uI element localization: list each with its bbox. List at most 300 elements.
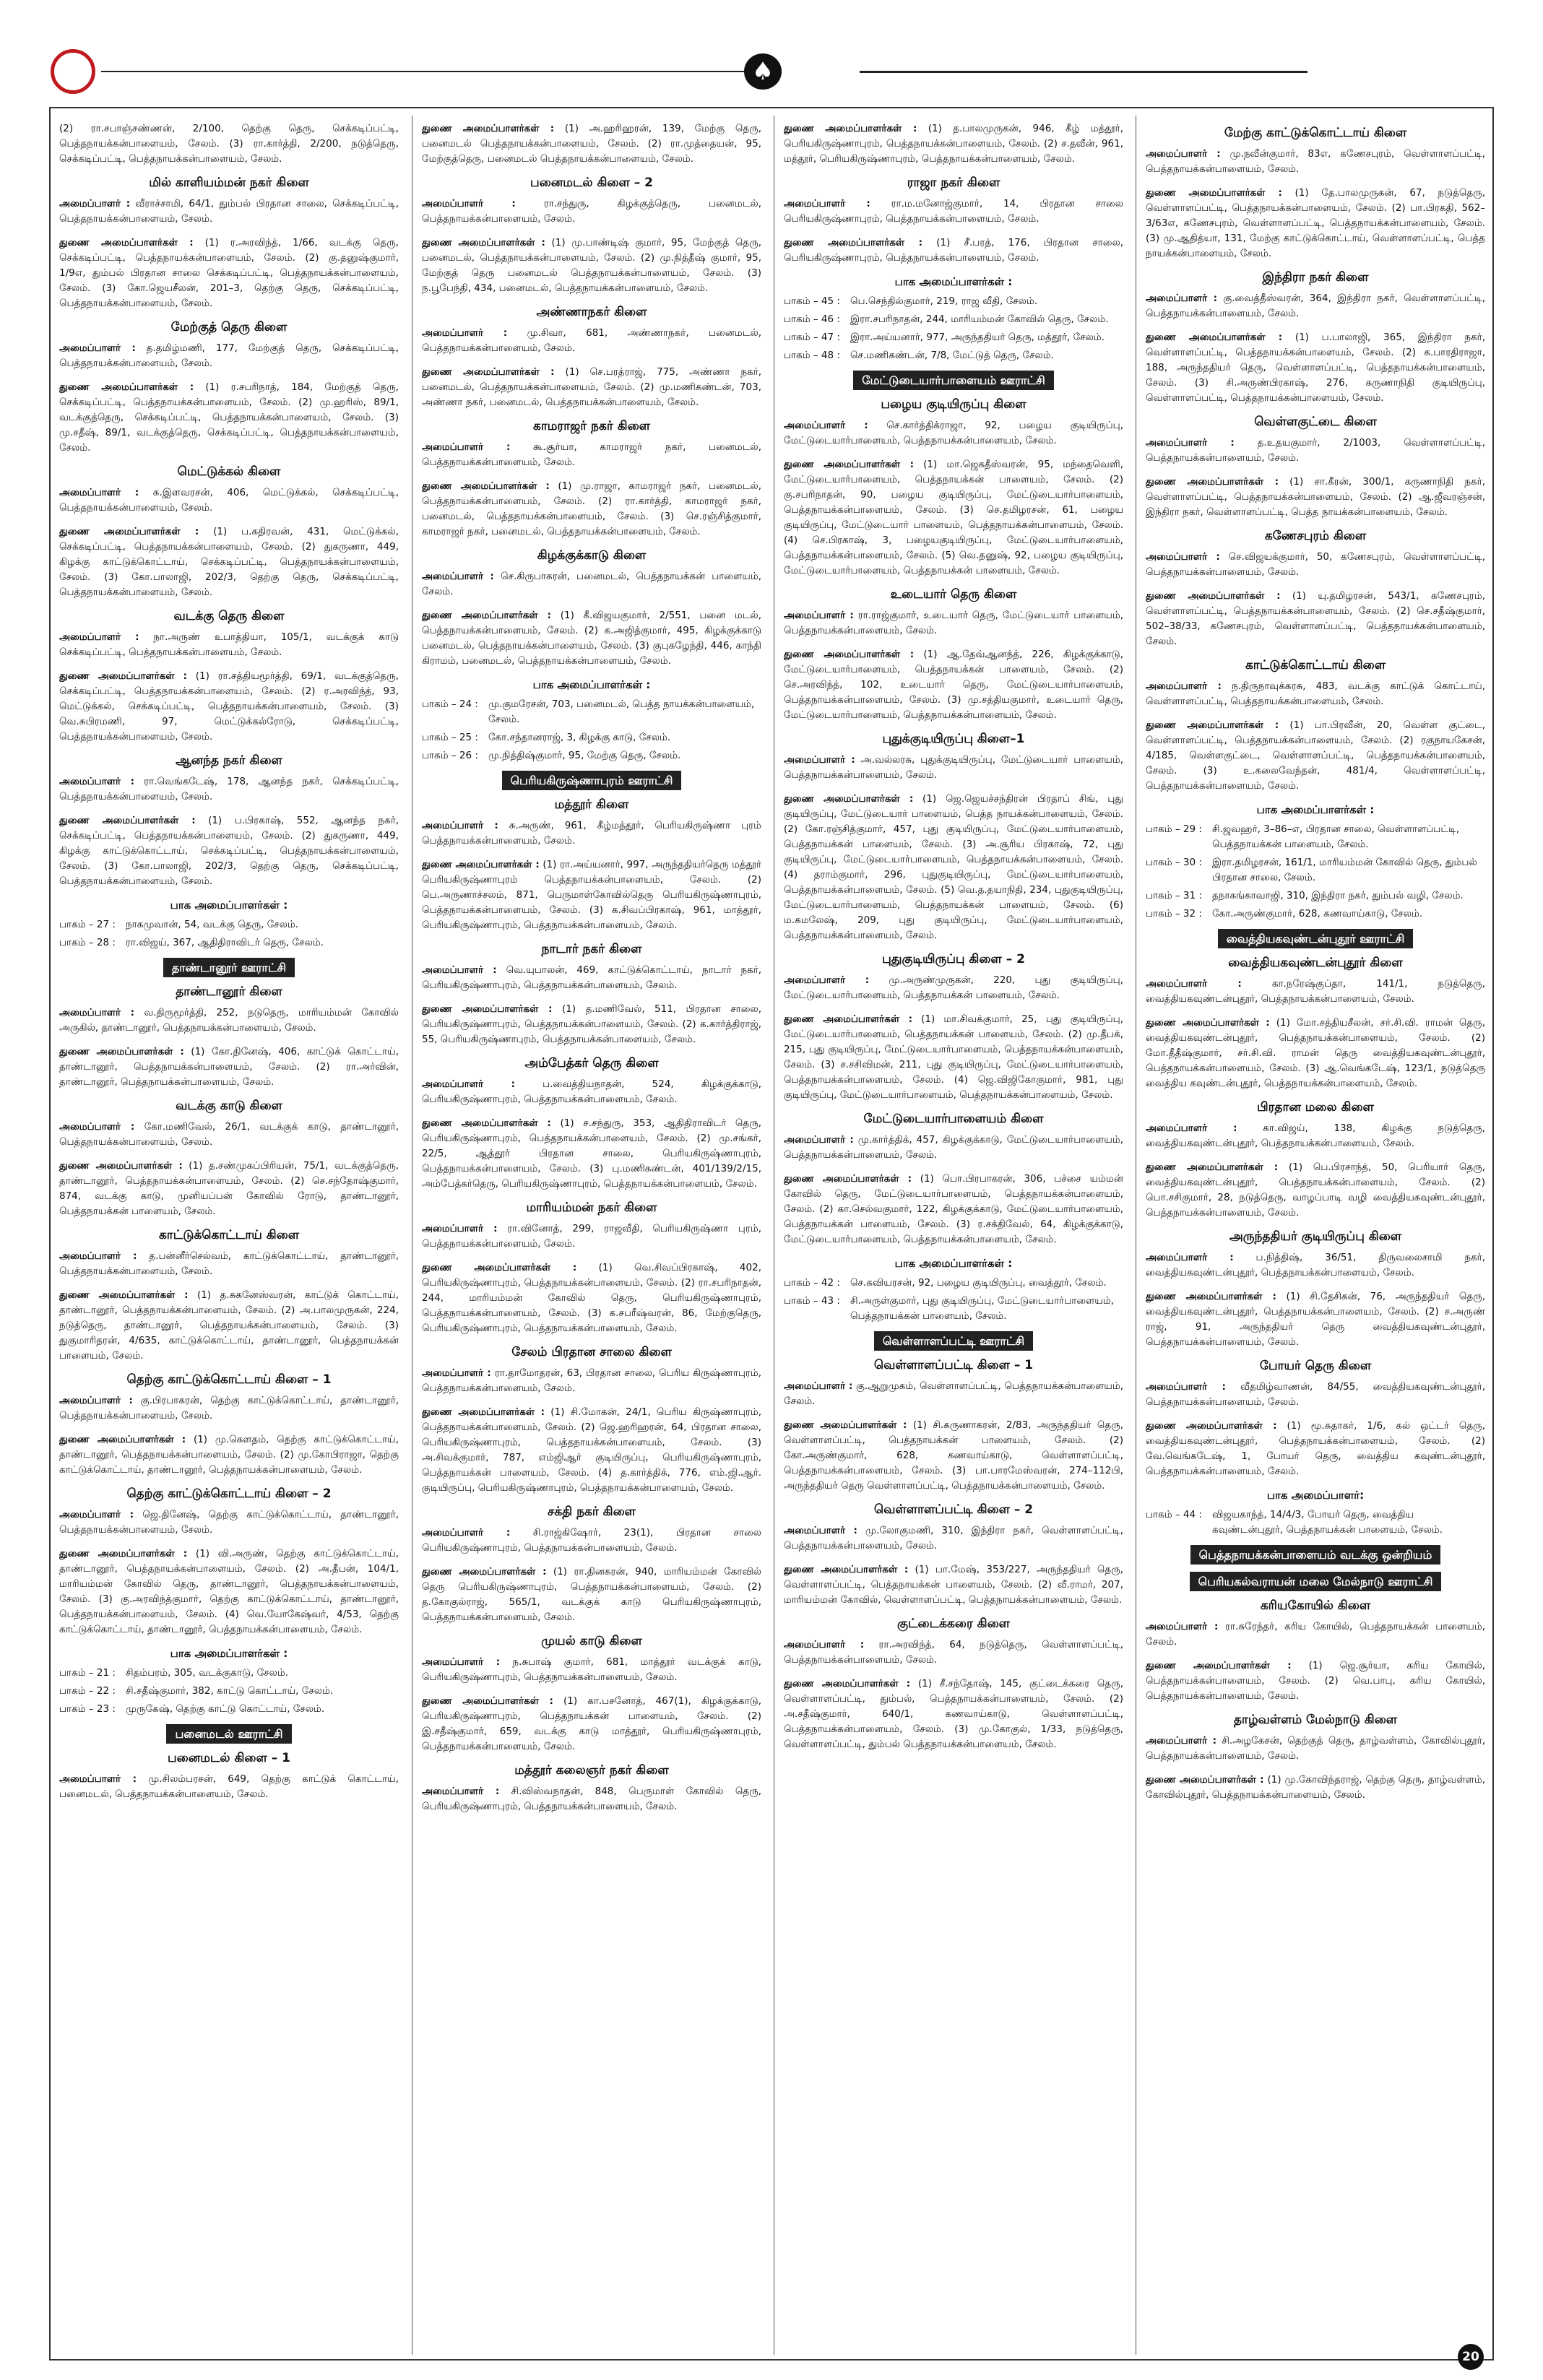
role-label: அமைப்பாளர் :	[422, 1527, 511, 1539]
role-label: அமைப்பாளர் :	[1146, 1122, 1237, 1134]
entry-text: சி.விஸ்வநாதன், 848, பெருமாள் கோவில் தெரு, பெரியகிருஷ்ணாபுரம், பெத்தநாயக்கன்பாளையம், சேலம்.	[422, 1786, 761, 1812]
role-label: துணை அமைப்பாளர்கள் :	[422, 366, 555, 378]
role-label: அமைப்பாளர் :	[59, 1121, 135, 1133]
entry-text: (1) மோ.சத்தியசீலன், சர்.சி.வி. ராமன் தெரு, வைத்தியகவுண்டன்புதூர், பெத்தநாயக்கன்பாளையம், சேலம். (2) மோ.தீதீஷ்குமார், சர்.சி.வி. ராமன் தெரு வைத்தியகவுண்டன்புதூர், பெத்தநாயக்கன்பாளையம், சேலம். (3) ஆ.வெங்கடேஷ், 123/1, நடுத்தெரு வைத்திய கவுண்டன்புதூர், பெத்தநாயக்கன்பாளையம், சேலம்.	[1146, 1017, 1485, 1089]
entry-paragraph	[59, 1159, 399, 1219]
role-label: அமைப்பாளர் :	[422, 1786, 500, 1797]
entry-text: வீராச்சாமி, 64/1, தும்பல் பிரதான சாலை, செக்கடிப்பட்டி, பெத்தநாயக்கன்பாளையம், சேலம்.	[59, 198, 399, 225]
ward-organisers-heading: பாக அமைப்பாளர்கள் :	[170, 1647, 288, 1660]
role-label: அமைப்பாளர் :	[59, 776, 134, 787]
ward-organisers-heading: பாக அமைப்பாளர்கள் :	[894, 275, 1013, 288]
ward-row	[784, 348, 1123, 363]
role-label: துணை அமைப்பாளர்கள் :	[784, 1419, 907, 1431]
branch-heading: தாண்டானூர் கிளை	[176, 985, 282, 999]
ward-row	[784, 312, 1123, 327]
entry-paragraph	[784, 1676, 1123, 1752]
entry-paragraph	[784, 457, 1123, 579]
ward-organiser: இரா.அய்யனார், 977, அருந்ததியர் தெரு, மத்தூர், சேலம்.	[850, 332, 1105, 343]
entry-paragraph	[1146, 679, 1485, 709]
entry-paragraph	[422, 1565, 761, 1625]
role-label: துணை அமைப்பாளர்கள் :	[422, 859, 540, 870]
ward-number: பாகம் – 44 :	[1146, 1509, 1202, 1520]
entry-paragraph	[59, 196, 399, 227]
entry-paragraph	[1146, 1160, 1485, 1221]
branch-heading: வடக்கு தெரு கிளை	[173, 609, 285, 623]
role-label: அமைப்பாளர் :	[784, 1380, 853, 1392]
role-label: அமைப்பாளர் :	[784, 974, 870, 986]
entry-text: ரா.ராஜ்குமார், உடையார் தெரு, மேட்டுடையார் பாளையம், பெத்தநாயக்கன்பாளையம், சேலம்.	[784, 610, 1123, 636]
branch-heading: ஆனந்த நகர் கிளை	[176, 753, 282, 768]
ward-organiser: இரா.தமிழரசன், 161/1, மாரியம்மன் கோவில் தெரு, தும்பல் பிரதான சாலை, சேலம்.	[1212, 857, 1477, 883]
entry-text: (1) ஜெ.சூர்யா, கரிய கோயில், பெத்தநாயக்கன்பாளையம், சேலம். (2) வெ.பாபு, கரிய கோயில், பெத்தநாயக்கன்பாளையம், சேலம்.	[1146, 1660, 1485, 1702]
entry-text: (1) ப.கதிரவன், 431, மெட்டுக்கல், செக்கடிப்பட்டி, பெத்தநாயக்கன்பாளையம், சேலம். (2) துகருணா, 449, கிழக்கு காட்டுக்கொட்டாய், செக்கடிப்பட்டி, பெத்தநாயக்கன்பாளையம், சேலம். (3) கோ.பாலாஜி, 202/3, தெற்கு தெரு, செக்கடிப்பட்டி, பெத்தநாயக்கன்பாளையம், சேலம்.	[59, 526, 399, 598]
role-label: துணை அமைப்பாளர்கள் :	[1146, 332, 1283, 343]
role-label: அமைப்பாளர் :	[1146, 978, 1242, 990]
page-header	[51, 43, 1488, 101]
entry-paragraph	[59, 380, 399, 456]
ward-number: பாகம் – 32 :	[1146, 908, 1202, 919]
entry-paragraph	[422, 1077, 761, 1107]
entry-text: (1) வி.அருண், தெற்கு காட்டுக்கொட்டாய், தாண்டானூர், பெத்தநாயக்கன்பாளையம், சேலம். (2) அ.தீபன், 104/1, மாரியம்மன் கோவில் தெரு, தாண்டானூர், பெத்தநாயக்கன்பாளையம், சேலம். (3) கு.அரவிந்த்குமார், தெற்கு காட்டுக்கொட்டாய், தாண்டானூர், பெத்தநாயக்கன்பாளையம், சேலம். (4) வெ.யோகேஷ்வர், 4/53, தெற்கு காட்டுக்கொட்டாய், தாண்டானூர், பெத்தநாயக்கன்பாளையம், சேலம்.	[59, 1548, 399, 1635]
entry-paragraph	[422, 196, 761, 227]
entry-text: கா.விஜய், 138, கிழக்கு நடுத்தெரு, வைத்தியகவுண்டன்புதூர், பெத்தநாயக்கன்பாளையம், சேலம்.	[1146, 1122, 1485, 1149]
entry-paragraph	[422, 1694, 761, 1754]
role-label: அமைப்பாளர் :	[422, 1078, 515, 1090]
branch-heading: வைத்தியகவுண்டன்புதூர் கிளை	[1228, 956, 1403, 970]
entry-paragraph	[59, 1772, 399, 1802]
entry-text: அ.வல்லரசு, புதுக்குடியிருப்பு, மேட்டுடையார் பாளையம், பெத்தநாயக்கன்பாளையம், சேலம்.	[784, 754, 1123, 781]
entry-text: (1) மு.பாண்டிஷ் குமார், 95, மேற்குத் தெரு, பனைமடல், பெத்தநாயக்கன்பாளையம், சேலம். (2) மு.நித்தீஷ் குமார், 95, மேற்குத் தெரு பனைமடல் பெத்தநாயக்கன்பாளையம், சேலம். (3) ந.பூபேந்தி, 434, பனைமடல், பெத்தநாயக்கன்பாளையம், சேலம்.	[422, 237, 761, 294]
entry-text: கூ.சூர்யா, காமராஜர் நகர், பனைமடல், பெத்தநாயக்கன்பாளையம், சேலம்.	[422, 441, 761, 468]
branch-heading: மில் காளியம்மன் நகர் கிளை	[149, 176, 309, 190]
ward-organiser: இரா.சபரிநாதன், 244, மாரியம்மன் கோவில் தெரு, சேலம்.	[850, 313, 1109, 325]
entry-paragraph	[1146, 1250, 1485, 1281]
panchayat-banner: மேட்டுடையார்பாளையம் ஊராட்சி	[853, 371, 1054, 390]
ward-number: பாகம் – 46 :	[784, 313, 840, 325]
entry-paragraph	[784, 608, 1123, 639]
entry-text: ரா.சந்துரு, கிழக்குத்தெரு, பனைமடல், பெத்தநாயக்கன்பாளையம், சேலம்.	[422, 198, 761, 225]
entry-text: கு.ஆறுமுகம், வெள்ளாளப்பட்டி, பெத்தநாயக்கன்பாளையம், சேலம்.	[784, 1380, 1123, 1407]
ward-row	[784, 294, 1123, 309]
role-label: துணை அமைப்பாளர்கள் :	[59, 1434, 186, 1445]
branch-heading: மத்தூர் கலைஞர் நகர் கிளை	[514, 1763, 669, 1778]
branch-heading: பனைமடல் கிளை – 2	[530, 176, 653, 190]
entry-paragraph	[784, 1133, 1123, 1163]
entry-paragraph	[59, 1393, 399, 1424]
role-label: அமைப்பாளர் :	[59, 1773, 137, 1785]
ward-row	[59, 1684, 399, 1699]
role-label: துணை அமைப்பாளர்கள் :	[1146, 1291, 1276, 1302]
entry-paragraph	[422, 963, 761, 993]
role-label: துணை அமைப்பாளர்கள் :	[59, 1160, 183, 1172]
role-label: துணை அமைப்பாளர்கள் :	[784, 1678, 911, 1689]
entry-paragraph	[422, 440, 761, 470]
entry-text: (1) மு.கோவிந்தராஜ், தெற்கு தெரு, தாழ்வள்ளம், கோவில்புதூர், பெத்தநாயக்கன்பாளையம், சேலம்.	[1146, 1774, 1485, 1801]
entry-paragraph	[1146, 291, 1485, 321]
ward-row	[1146, 822, 1485, 852]
header-rule-right	[860, 71, 1308, 73]
ward-row	[59, 935, 399, 951]
role-label: துணை அமைப்பாளர்கள் :	[422, 1566, 547, 1578]
role-label: துணை அமைப்பாளர்கள் :	[1146, 187, 1282, 199]
branch-heading: வெள்ளகுட்டை கிளை	[1254, 415, 1377, 429]
entry-paragraph	[59, 235, 399, 311]
entry-paragraph	[422, 1655, 761, 1685]
entry-text: த.பன்னீர்செல்வம், காட்டுக்கொட்டாய், தாண்டானூர், பெத்தநாயக்கன்பாளையம், சேலம்.	[59, 1250, 399, 1277]
entry-text: கா.நரேஷ்குப்தா, 141/1, நடுத்தெரு, வைத்தியகவுண்டன்புதூர், பெத்தநாயக்கன்பாளையம், சேலம்.	[1146, 978, 1485, 1005]
role-label: அமைப்பாளர் :	[422, 1223, 498, 1234]
entry-paragraph	[59, 630, 399, 660]
panchayat-banner: வைத்தியகவுண்டன்புதூர் ஊராட்சி	[1218, 929, 1414, 948]
entry-text: த.தமிழ்மணி, 177, மேற்குத் தெரு, செக்கடிப்பட்டி, பெத்தநாயக்கன்பாளையம், சேலம்.	[59, 342, 399, 369]
branch-heading: பழைய குடியிருப்பு கிளை	[881, 397, 1026, 412]
panchayat-banner: பெரியகிருஷ்ணாபுரம் ஊராட்சி	[502, 771, 682, 790]
entry-paragraph	[59, 524, 399, 600]
ward-organisers-heading: பாக அமைப்பாளர்கள் :	[170, 899, 288, 912]
entry-text: வ.திருமூர்த்தி, 252, நடுதெரு, மாரியம்மன் கோவில் அருகில், தாண்டானூர், பெத்தநாயக்கன்பாளையம், சேலம்.	[59, 1007, 399, 1034]
role-label: துணை அமைப்பாளர்கள் :	[784, 237, 923, 248]
role-label: அமைப்பாளர் :	[1146, 437, 1235, 449]
ward-organisers-heading: பாக அமைப்பாளர்கள் :	[894, 1257, 1013, 1270]
role-label: துணை அமைப்பாளர்கள் :	[59, 1548, 188, 1559]
entry-paragraph	[784, 1637, 1123, 1668]
branch-heading: தெற்கு காட்டுக்கொட்டாய் கிளை – 2	[126, 1487, 332, 1501]
ward-organiser: செ.கவியரசன், 92, பழைய குடியிருப்பு, வைத்தூர், சேலம்.	[850, 1277, 1107, 1289]
ward-number: பாகம் – 23 :	[59, 1703, 116, 1715]
branch-heading: வடக்கு காடு கிளை	[176, 1099, 282, 1113]
branch-heading: வெள்ளாளப்பட்டி கிளை – 2	[873, 1502, 1034, 1517]
role-label: துணை அமைப்பாளர்கள் :	[422, 1117, 551, 1129]
entry-paragraph	[59, 1249, 399, 1279]
entry-text: (1) த.சண்முகப்பிரியன், 75/1, வடக்குத்தெரு, தாண்டானூர், பெத்தநாயக்கன்பாளையம், சேலம். (2) செ.சந்தோஷ்குமார், 874, வடக்கு காடு, முனியப்பன் கோவில் ரோடு, தாண்டானூர், பெத்தநாயக்கன் பாளையம், சேலம்.	[59, 1160, 399, 1217]
entry-paragraph	[422, 569, 761, 600]
role-label: அமைப்பாளர் :	[422, 1367, 491, 1379]
role-label: அமைப்பாளர் :	[59, 487, 139, 498]
role-label: அமைப்பாளர் :	[784, 1134, 854, 1146]
role-label: துணை அமைப்பாளர்கள் :	[784, 123, 917, 134]
branch-heading: புதுகுடியிருப்பு கிளை – 2	[882, 952, 1025, 966]
role-label: துணை அமைப்பாளர்கள் :	[59, 526, 199, 537]
entry-text: (1) மா.சிவக்குமார், 25, புது குடியிருப்பு, மேட்டுடையார்பாளையம், பெத்தநாயக்கன் பாளையம், சேலம். (2) மு.தீபக், 215, புது குடியிருப்பு, மேட்டுடையார்பாளையம், பெத்தநாயக்கன்பாளையம், சேலம். (3) ச.சசிவிமன், 211, புது குடியிருப்பு, மேட்டுடையார்பாளையம், பெத்தநாயக்கன்பாளையம், சேலம். (4) ஜெ.விஜிகோகுமார், 981, புது குடியிருப்பு, மேட்டுடையார்பாளையம், பெத்தநாயக்கன்பாளையம், சேலம்.	[784, 1013, 1123, 1101]
entry-text: வீதமிழ்வாணன், 84/55, வைத்தியகவுண்டன்புதூர், பெத்தநாயக்கன்பாளையம், சேலம்.	[1146, 1381, 1485, 1408]
entry-text: சி.அழகேசன், தெற்குத் தெரு, தாழ்வள்ளம், கோவில்புதூர், பெத்தநாயக்கன்பாளையம், சேலம்.	[1146, 1735, 1485, 1762]
ward-number: பாகம் – 48 :	[784, 350, 840, 361]
entry-paragraph	[59, 669, 399, 745]
entry-paragraph	[784, 418, 1123, 449]
entry-text: (1) கோ.தினேஷ், 406, காட்டுக் கொட்டாய், தாண்டானூர், பெத்தநாயக்கன்பாளையம், சேலம். (2) ரா.அர்வின், தாண்டானூர், பெத்தநாயக்கன்பாளையம், சேலம்.	[59, 1046, 399, 1088]
entry-text: கோ.மணிவேல், 26/1, வடக்குக் காடு, தாண்டானூர், பெத்தநாயக்கன்பாளையம், சேலம்.	[59, 1121, 399, 1148]
panchayat-banner: பனைமடல் ஊராட்சி	[166, 1724, 291, 1744]
entry-text: (1) ப.பிரகாஷ், 552, ஆனந்த நகர், செக்கடிப்பட்டி, பெத்தநாயக்கன்பாளையம், சேலம். (2) துகருணா, 449, கிழக்கு காட்டுக்கொட்டாய், செக்கடிப்பட்டி, பெத்தநாயக்கன்பாளையம், சேலம். (3) கோ.பாலாஜி, 202/3, தெற்கு தெரு, செக்கடிப்பட்டி, பெத்தநாயக்கன்பாளையம், சேலம்.	[59, 815, 399, 887]
entry-text: (1) மு.ராஜா, காமராஜர் நகர், பனைமடல், பெத்தநாயக்கன்பாளையம், சேலம். (2) ரா.கார்த்தி, காமராஜர் நகர், பனைமடல், பெத்தநாயக்கன்பாளையம், சேலம். (3) செ.ரஞ்சித்குமார், காமராஜர் நகர், பனைமடல், பெத்தநாயக்கன்பாளையம், சேலம்.	[422, 480, 761, 537]
entry-text: (1) மூ.சுதாகர், 1/6, கல் ஒட்டர் தெரு, வைத்தியகவுண்டன்புதூர், பெத்தநாயக்கன்பாளையம், சேலம். (2) வே.வெங்கடேஷ், 1, போயர் தெரு, வைத்திய கவுண்டன்புதூர், பெத்தநாயக்கன்பாளையம், சேலம்.	[1146, 1420, 1485, 1477]
entry-paragraph	[784, 753, 1123, 783]
role-label: அமைப்பாளர் :	[784, 420, 868, 431]
entry-text: (1) சி.மோகன், 24/1, பெரிய கிருஷ்ணாபுரம், பெத்தநாயக்கன்பாளையம், சேலம். (2) ஜெ.ஹரிஹரன், 64, பிரதான சாலை, பெரியகிருஷ்ணாபுரம், பெத்தநாயக்கன்பாளையம், சேலம். (3) அ.சிவக்குமார், 787, எம்ஜிஆர் குடியிருப்பு, பெரியகிருஷ்ணாபுரம், பெத்தநாயக்கன் பாளையம், சேலம். (4) த.கார்த்திக், 776, எம்.ஜி.ஆர். குடியிருப்பு, பெரியகிருஷ்ணாபுரம், பெத்தநாயக்கன்பாளையம், சேலம்.	[422, 1406, 761, 1494]
branch-heading: அம்பேத்கர் தெரு கிளை	[524, 1056, 659, 1070]
entry-paragraph	[1146, 147, 1485, 177]
role-label: அமைப்பாளர் :	[1146, 1735, 1217, 1747]
role-label: அமைப்பாளர் :	[59, 198, 131, 209]
ward-number: பாகம் – 25 :	[422, 732, 478, 743]
entry-text: சு.இளவரசன், 406, மெட்டுக்கல், செக்கடிப்பட்டி, பெத்தநாயக்கன்பாளையம், சேலம்.	[59, 487, 399, 514]
entry-text: சு.அருண், 961, கீழ்மத்தூர், பெரியகிருஷ்ணா புரம் பெத்தநாயக்கன்பாளையம், சேலம்.	[422, 820, 761, 847]
entry-text: ந.திருநாவுக்கரசு, 483, வடக்கு காட்டுக் கொட்டாய், வெள்ளாளப்பட்டி, பெத்தநாயக்கன்பாளையம், சேலம்.	[1146, 680, 1485, 707]
ward-row	[422, 748, 761, 763]
entry-paragraph	[1146, 718, 1485, 794]
entry-text: (2) ரா.சபாஞ்சண்ணன், 2/100, தெற்கு தெரு, செக்கடிப்பட்டி, பெத்தநாயக்கன்பாளையம், சேலம். (3) ரா.கார்த்தி, 2/200, நடுத்தெரு, செக்கடிப்பட்டி, பெத்தநாயக்கன்பாளையம், சேலம்.	[59, 123, 399, 165]
ward-row	[1146, 1507, 1485, 1538]
entry-paragraph	[59, 485, 399, 516]
entry-text: செ.விஜயக்குமார், 50, கணேசபுரம், வெள்ளாளப்பட்டி, பெத்தநாயக்கன்பாளையம், சேலம்.	[1146, 551, 1485, 578]
entry-paragraph	[1146, 1658, 1485, 1704]
ward-row	[422, 730, 761, 745]
role-label: அமைப்பாளர் :	[422, 441, 511, 453]
ward-row	[59, 1702, 399, 1717]
role-label: துணை அமைப்பாளர்கள் :	[422, 1262, 577, 1273]
entry-paragraph	[59, 121, 399, 167]
ward-number: பாகம் – 28 :	[59, 937, 116, 948]
entry-text: ரா.ம.மனோஜ்குமார், 14, பிரதான சாலை பெரியகிருஷ்ணாபுரம், பெத்தநாயக்கன்பாளையம், சேலம்.	[784, 198, 1123, 225]
role-label: அமைப்பாளர் :	[784, 1525, 857, 1536]
entry-paragraph	[422, 479, 761, 540]
entry-paragraph	[59, 1288, 399, 1364]
role-label: துணை அமைப்பாளர்கள் :	[784, 459, 914, 470]
entry-paragraph	[422, 1784, 761, 1814]
ward-organiser: தநாகங்காவாஜி, 310, இந்திரா நகர், தும்பல் வழி, சேலம்.	[1212, 890, 1464, 901]
ward-organisers-heading: பாக அமைப்பாளர்கள் :	[532, 678, 651, 691]
branch-heading: போயர் தெரு கிளை	[1259, 1359, 1372, 1373]
entry-text: நா.அருண் உபாத்தியா, 105/1, வடக்குக் காடு செக்கடிப்பட்டி, பெத்தநாயக்கன்பாளையம், சேலம்.	[59, 631, 399, 658]
role-label: அமைப்பாளர் :	[784, 610, 854, 621]
role-label: அமைப்பாளர் :	[784, 198, 870, 209]
role-label: துணை அமைப்பாளர்கள் :	[422, 123, 555, 134]
panchayat-banner: பெரியகல்வராயன் மலை மேல்நாடு ஊராட்சி	[1190, 1572, 1442, 1591]
branch-heading: காட்டுக்கொட்டாய் கிளை	[158, 1228, 300, 1242]
role-label: துணை அமைப்பாளர்கள் :	[59, 1046, 184, 1057]
entry-text: ரா.தாமோதரன், 63, பிரதான சாலை, பெரிய கிருஷ்ணாபுரம், பெத்தநாயக்கன்பாளையம், சேலம்.	[422, 1367, 761, 1394]
column-2	[422, 121, 761, 2353]
branch-heading: கரியகோயில் கிளை	[1260, 1598, 1371, 1613]
entry-text: மு.சிலம்பரசன், 649, தெற்கு காட்டுக் கொட்டாய், பனைமடல், பெத்தநாயக்கன்பாளையம், சேலம்.	[59, 1773, 399, 1800]
role-label: துணை அமைப்பாளர்கள் :	[1146, 476, 1279, 488]
column-1	[59, 121, 399, 2353]
entry-paragraph	[422, 1366, 761, 1396]
role-label: அமைப்பாளர் :	[59, 631, 139, 643]
role-label: துணை அமைப்பாளர்கள் :	[784, 649, 915, 660]
role-label: அமைப்பாளர் :	[1146, 148, 1221, 160]
entry-paragraph	[1146, 1289, 1485, 1350]
role-label: அமைப்பாளர் :	[59, 1250, 137, 1262]
entry-paragraph	[784, 973, 1123, 1003]
role-label: அமைப்பாளர் :	[784, 1639, 865, 1650]
entry-text: (1) ர.அரவிந்த், 1/66, வடக்கு தெரு, செக்கடிப்பட்டி, பெத்தநாயக்கன்பாளையம், சேலம். (2) கு.தனுஷ்குமார், 1/9எ, தும்பல் பிரதான சாலை செக்கடிப்பட்டி, பெத்தநாயக்கன்பாளையம், சேலம். (3) கோ.ஜெயசீலன், 201–3, தெற்கு தெரு, செக்கடிப்பட்டி, பெத்தநாயக்கன்பாளையம், சேலம்.	[59, 237, 399, 309]
branch-heading: அண்ணாநகர் கிளை	[536, 305, 647, 319]
entry-paragraph	[784, 235, 1123, 266]
role-label: அமைப்பாளர் :	[1146, 1252, 1234, 1263]
entry-text: சி.ராஜ்கிஷோர், 23(1), பிரதான சாலை பெரியகிருஷ்ணாபுரம், பெத்தநாயக்கன்பாளையம், சேலம்.	[422, 1527, 761, 1554]
branch-heading: வெள்ளாளப்பட்டி கிளை – 1	[873, 1358, 1034, 1372]
ward-organiser: விஜயகாந்த், 14/4/3, போயர் தெரு, வைத்திய கவுண்டன்புதூர், பெத்தநாயக்கன் பாளையம், சேலம்.	[1212, 1509, 1443, 1536]
emblem-icon: ♠	[744, 53, 782, 90]
entry-paragraph	[1146, 475, 1485, 520]
ward-number: பாகம் – 42 :	[784, 1277, 840, 1289]
entry-text: (1) ஜெ.ஜெயச்சந்திரன் பிரதாப் சிங், புது குடியிருப்பு, மேட்டுடையார் பாளையம், பெத்த நாயக்கன்பாளையம், சேலம். (2) கோ.ரஞ்சித்குமார், 457, புது குடியிருப்பு, மேட்டுடையார்பாளையம், பெத்தநாயக்கன் பாளையம், சேலம். (3) அ.சூரிய பிரகாஷ், 72, புது குடியிருப்பு, மேட்டுடையார்பாளையம், பெத்தநாயக்கன்பாளையம், சேலம். (4) தராம்குமார், 296, புதுகுடியிருப்பு, மேட்டுடையார்பாளையம், பெத்தநாயக்கன்பாளையம், சேலம். (5) வெ.த.தயாநிதி, 234, புதுகுடியிருப்பு, மேட்டுடையார்பாளையம், பெத்தநாயக்கன் பாளையம், சேலம். (6) ம.கமலேஷ், 209, புது குடியிருப்பு, மேட்டுடையார்பாளையம், பெத்தநாயக்கன்பாளையம், சேலம்.	[784, 793, 1123, 941]
branch-heading: சக்தி நகர் கிளை	[547, 1505, 636, 1519]
ward-row	[784, 1276, 1123, 1291]
entry-paragraph	[1146, 186, 1485, 261]
branch-heading: மத்தூர் கிளை	[554, 797, 629, 812]
role-label: துணை அமைப்பாளர்கள் :	[1146, 1774, 1264, 1786]
role-label: அமைப்பாளர் :	[422, 198, 516, 209]
ward-number: பாகம் – 43 :	[784, 1295, 840, 1307]
entry-text: (1) கீ.விஜயகுமார், 2/551, பனை மடல், பெத்தநாயக்கன்பாளையம், சேலம். (2) க.அஜித்குமார், 495, கிழக்குக்காடு பனைமடல், பெத்தநாயக்கன்பாளையம், சேலம். (3) குபுகழேந்தி, 446, காந்தி கிராமம், பனைமடல், பெத்தநாயக்கன்பாளையம், சேலம்.	[422, 610, 761, 667]
ward-organiser: பெ.செந்தில்குமார், 219, ராஜ வீதி, சேலம்.	[850, 295, 1038, 307]
entry-text: (1) பெ.பிரசாந்த், 50, பெரியார் தெரு, வைத்தியகவுண்டன்புதூர், பெத்தநாயக்கன்பாளையம், சேலம். (2) பொ.சசிகுமார், 28, நடுத்தெரு, வாழப்பாடி வழி வைத்தியகவுண்டன்புதூர், பெத்தநாயக்கன்பாளையம், சேலம்.	[1146, 1161, 1485, 1219]
role-label: அமைப்பாளர் :	[1146, 551, 1220, 563]
entry-text: (1) பா.பிரவீன், 20, வெள்ள குட்டை, வெள்ளாளப்பட்டி, பெத்தநாயக்கன்பாளையம், சேலம். (2) ரகுநாயகேசன், 4/185, வெள்ளகுட்டை, வெள்ளாளப்பட்டி, பெத்தநாயக்கன்பாளையம், சேலம். (3) உ.கலைவேந்தன், 481/4, வெள்ளாளப்பட்டி, பெத்தநாயக்கன்பாளையம், சேலம்.	[1146, 719, 1485, 792]
entry-paragraph	[59, 813, 399, 889]
branch-heading: தாழ்வள்ளம் மேல்நாடு கிளை	[1233, 1713, 1398, 1727]
column-3	[784, 121, 1123, 2353]
entry-paragraph	[422, 235, 761, 296]
ward-organisers-heading: பாக அமைப்பாளர்கள் :	[1256, 803, 1375, 816]
ward-organiser: கோ.சந்தானராஜ், 3, கிழக்கு காடு, சேலம்.	[488, 732, 671, 743]
entry-text: (1) தே.பாலமுருகன், 67, நடுத்தெரு, வெள்ளாளப்பட்டி, பெத்தநாயக்கன்பாளையம், சேலம். (2) பா.பிரகதி, 562–3/63எ, கணேசபுரம், வெள்ளாளப்பட்டி, பெத்தநாயக்கன்பாளையம், சேலம். (3) மு.ஆதித்யா, 131, மேற்கு காட்டுக்கொட்டாய், வெள்ளாளப்பட்டி, பெத்த நாயக்கன்பாளையம், சேலம்.	[1146, 187, 1485, 259]
entry-text: (1) கா.பசனோத், 467(1), கிழக்குக்காடு, பெரியகிருஷ்ணாபுரம், பெத்தநாயக்கன் பாளையம், சேலம். (2) இ.சதீஷ்குமார், 659, வடக்கு காடு மாத்தூர், பெரியகிருஷ்ணாபுரம், பெத்தநாயக்கன்பாளையம், சேலம்.	[422, 1695, 761, 1752]
entry-paragraph	[1146, 589, 1485, 649]
role-label: துணை அமைப்பாளர்கள் :	[784, 1013, 912, 1025]
branch-heading: மெட்டுக்கல் கிளை	[177, 464, 281, 479]
entry-text: மு.லோகுமணி, 310, இந்திரா நகர், வெள்ளாளப்பட்டி, பெத்தநாயக்கன்பாளையம், சேலம்.	[784, 1525, 1123, 1552]
ward-row	[59, 917, 399, 932]
entry-text: (1) த.சுகனேஸ்வரன், காட்டுக் கொட்டாய், தாண்டானூர், பெத்தநாயக்கன்பாளையம், சேலம். (2) அ.பாலமுருகன், 224, நடுத்தெரு, தாண்டானூர், பெத்தநாயக்கன்பாளையம், சேலம். (3) துகுமாரிதரன், 4/635, காட்டுக்கொட்டாய், தாண்டானூர், பெத்தநாயக்கன் பாளையம், சேலம்.	[59, 1289, 399, 1362]
role-label: துணை அமைப்பாளர்கள் :	[1146, 1660, 1292, 1671]
entry-text: (1) மு.கௌதம், தெற்கு காட்டுக்கொட்டாய், தாண்டானூர், பெத்தநாயக்கன்பாளையம், சேலம். (2) மு.கோபிராஜா, தெற்கு காட்டுக்கொட்டாய், தாண்டானூர், பெத்தநாயக்கன்பாளையம், சேலம்.	[59, 1434, 399, 1476]
ward-row	[59, 1666, 399, 1681]
panchayat-banner: பெத்தநாயக்கன்பாளையம் வடக்கு ஒன்றியம்	[1190, 1545, 1441, 1565]
entry-text: (1) வெ.சிவப்பிரகாஷ், 402, பெரியகிருஷ்ணாபுரம், பெத்தநாயக்கன்பாளையம், சேலம். (2) ரா.சபரிநாதன், 244, மாரியம்மன் கோவில் தெரு, பெரியகிருஷ்ணாபுரம், பெத்தநாயக்கன்பாளையம், சேலம். (3) க.சபரீஷ்வரன், 86, மேற்குதெரு, பெரியகிருஷ்ணாபுரம், பெத்தநாயக்கன்பாளையம், சேலம்.	[422, 1262, 761, 1334]
entry-paragraph	[59, 1044, 399, 1090]
ward-organiser: சி.ஜவஹர், 3–86–எ, பிரதான சாலை, வெள்ளாளப்பட்டி, பெத்தநாயக்கன் பாளையம், சேலம்.	[1212, 823, 1460, 850]
ward-number: பாகம் – 26 :	[422, 750, 478, 761]
entry-text: செ.கிருபாகரன், பனைமடல், பெத்தநாயக்கன் பாளையம், சேலம்.	[422, 571, 761, 597]
branch-heading: மேட்டுடையார்பாளையம் கிளை	[863, 1112, 1044, 1126]
role-label: அமைப்பாளர் :	[1146, 680, 1222, 692]
branch-heading: குட்டைக்கரை கிளை	[896, 1617, 1011, 1631]
entry-text: (1) பா.மேஷ், 353/227, அருந்ததியர் தெரு, வெள்ளாளப்பட்டி, பெத்தநாயக்கன் பாளையம், சேலம். (2) வீ.ராமர், 207, மாரியம்மன் கோவில், வெள்ளாளப்பட்டி, பெத்தநாயக்கன்பாளையம், சேலம்.	[784, 1564, 1123, 1606]
ward-organiser: சி.அருள்குமார், புது குடியிருப்பு, மேட்டுடையார்பாளையம், பெத்தநாயக்கன் பாளையம், சேலம்.	[850, 1295, 1115, 1322]
entry-text: ஜெ.தினேஷ், தெற்கு காட்டுக்கொட்டாய், தாண்டானூர், பெத்தநாயக்கன்பாளையம், சேலம்.	[59, 1509, 399, 1536]
entry-paragraph	[422, 1526, 761, 1556]
branch-heading: இந்திரா நகர் கிளை	[1262, 270, 1369, 285]
entry-paragraph	[422, 365, 761, 410]
branch-heading: அருந்ததியர் குடியிருப்பு கிளை	[1229, 1229, 1402, 1244]
ward-organiser: மு.குமரேசன், 703, பனைமடல், பெத்த நாயக்கன்பாளையம், சேலம்.	[488, 698, 755, 725]
entry-paragraph	[784, 647, 1123, 723]
role-label: துணை அமைப்பாளர்கள் :	[422, 1003, 553, 1015]
entry-paragraph	[1146, 1734, 1485, 1764]
entry-paragraph	[422, 1260, 761, 1336]
ward-organiser: நாகமுவான், 54, வடக்கு தெரு, சேலம்.	[126, 919, 299, 930]
entry-text: (1) சீ.சந்தோஷ், 145, குட்டைக்கரை தெரு, வெள்ளாளப்பட்டி, தும்பல், பெத்தநாயக்கன்பாளையம், சேலம். (2) அ.சதீஷ்குமார், 640/1, கணவாய்காடு, வெள்ளாளப்பட்டி, பெத்தநாயக்கன்பாளையம், சேலம். (3) மு.கோகுல், 1/33, நடுத்தெரு, வெள்ளாளப்பட்டி, தும்பல் பெத்தநாயக்கன்பாளையம், சேலம்.	[784, 1678, 1123, 1750]
role-label: அமைப்பாளர் :	[422, 327, 508, 339]
ward-row	[784, 330, 1123, 345]
role-label: துணை அமைப்பாளர்கள் :	[784, 1173, 912, 1185]
role-label: அமைப்பாளர் :	[59, 1509, 134, 1520]
entry-text: (1) த.பாலமுருகன், 946, கீழ் மத்தூர், பெரியகிருஷ்ணாபுரம், பெத்தநாயக்கன்பாளையம், சேலம். (2) ச.தவீன், 961, மத்தூர், பெரியகிருஷ்ணாபுரம், பெத்தநாயக்கன்பாளையம், சேலம்.	[784, 123, 1123, 165]
column-4	[1146, 121, 1485, 2353]
entry-paragraph	[1146, 436, 1485, 466]
ward-number: பாகம் – 45 :	[784, 295, 840, 307]
ward-number: பாகம் – 47 :	[784, 332, 840, 343]
branch-heading: நாடார் நகர் கிளை	[541, 942, 642, 956]
branch-heading: புதுக்குடியிருப்பு கிளை–1	[882, 732, 1025, 746]
entry-text: (1) ரா.தினகரன், 940, மாரியம்மன் கோவில் தெரு பெரியகிருஷ்ணாபுரம், பெத்தநாயக்கன்பாளையம், சேலம். (2) த.கோகுல்ராஜ், 565/1, வடக்குக் காடு பெரியகிருஷ்ணாபுரம், பெத்தநாயக்கன்பாளையம், சேலம்.	[422, 1566, 761, 1623]
entry-text: (1) ரா.அய்யனார், 997, அருந்ததியர்தெரு மத்தூர் பெரியகிருஷ்ணாபுரம் பெத்தநாயக்கன்பாளையம், சேலம். (2) பெ.அருணாச்சலம், 871, பெருமாள்கோவில்தெரு பெரியகிருஷ்ணாபுரம், பெத்தநாயக்கன்பாளையம், சேலம். (3) க.சிவப்பிரகாஷ், 961, மாத்தூர், பெரியகிருஷ்ணாபுரம், பெத்தநாயக்கன்பாளையம், சேலம்.	[422, 859, 761, 931]
entry-paragraph	[784, 1379, 1123, 1409]
entry-paragraph	[422, 1221, 761, 1252]
red-ring-logo	[51, 49, 95, 94]
entry-text: (1) த.மணிவேல், 511, பிரதான சாலை, பெரியகிருஷ்ணாபுரம், பெத்தநாயக்கன்பாளையம், சேலம். (2) க.கார்த்திராஜ், 55, பெரியகிருஷ்ணாபுரம், பெத்தநாயக்கன்பாளையம், சேலம்.	[422, 1003, 761, 1045]
role-label: அமைப்பாளர் :	[422, 820, 498, 831]
branch-heading: உடையார் தெரு கிளை	[890, 587, 1017, 602]
branch-heading: மேற்கு காட்டுக்கொட்டாய் கிளை	[1224, 126, 1407, 140]
role-label: அமைப்பாளர் :	[59, 1395, 133, 1406]
entry-text: ப.வைத்தியநாதன், 524, கிழக்குக்காடு, பெரியகிருஷ்ணாபுரம், பெத்தநாயக்கன்பாளையம், சேலம்.	[422, 1078, 761, 1105]
ward-organiser: முருகேஷ், தெற்கு காட்டு கொட்டாய், சேலம்.	[126, 1703, 325, 1715]
role-label: அமைப்பாளர் :	[422, 1656, 501, 1668]
entry-paragraph	[784, 1418, 1123, 1494]
ward-organiser: கோ.அருண்குமார், 628, கணவாய்காடு, சேலம்.	[1212, 908, 1423, 919]
role-label: துணை அமைப்பாளர்கள் :	[422, 1695, 553, 1707]
entry-paragraph	[784, 196, 1123, 227]
ward-number: பாகம் – 22 :	[59, 1685, 116, 1697]
ward-row	[784, 1294, 1123, 1324]
role-label: துணை அமைப்பாளர்கள் :	[422, 237, 545, 248]
branch-heading: சேலம் பிரதான சாலை கிளை	[511, 1345, 672, 1359]
entry-paragraph	[1146, 1121, 1485, 1151]
role-label: துணை அமைப்பாளர்கள் :	[59, 670, 188, 682]
branch-heading: பிரதான மலை கிளை	[1257, 1100, 1374, 1115]
entry-text: (1) அ.ஹரிஹரன், 139, மேற்கு தெரு, பனைமடல் பெத்தநாயக்கன்பாளையம், சேலம். (2) ரா.முத்தையன், 95, மேற்குத்தெரு, பனைமடல் பெத்தநாயக்கன்பாளையம், சேலம்.	[422, 123, 761, 165]
page-number: 20	[1458, 2344, 1484, 2370]
entry-text: (1) ரா.சத்தியமூர்த்தி, 69/1, வடக்குத்தெரு, செக்கடிப்பட்டி, பெத்தநாயக்கன்பாளையம், சேலம். (2) ர.அரவிந்த், 93, மெட்டுக்கல், செக்கடிப்பட்டி, பெத்தநாயக்கன்பாளையம், சேலம். (3) வெ.சுபிரமணி, 97, மெட்டுக்கல்ரோடு, செக்கடிப்பட்டி, பெத்தநாயக்கன்பாளையம், சேலம்.	[59, 670, 399, 743]
entry-paragraph	[422, 121, 761, 167]
entry-paragraph	[1146, 1380, 1485, 1410]
role-label: துணை அமைப்பாளர்கள் :	[784, 1564, 909, 1575]
entry-text: மு.நவீன்குமார், 83எ, கணேசபுரம், வெள்ளாளப்பட்டி, பெத்தநாயக்கன்பாளையம், சேலம்.	[1146, 148, 1485, 175]
ward-number: பாகம் – 21 :	[59, 1667, 116, 1679]
ward-organiser: சி.சதீஷ்குமார், 382, காட்டு கொட்டாய், சேலம்.	[126, 1685, 334, 1697]
branch-heading: கிழக்குக்காடு கிளை	[537, 548, 647, 563]
entry-text: மு.சிவா, 681, அண்ணாநகர், பனைமடல், பெத்தநாயக்கன்பாளையம், சேலம்.	[422, 327, 761, 354]
entry-paragraph	[422, 1002, 761, 1047]
entry-text: (1) செ.பரத்ராஜ், 775, அண்ணா நகர், பனைமடல், பெத்தநாயக்கன்பாளையம், சேலம். (2) மு.மணிகண்டன், 703, அண்ணா நகர், பனைமடல், பெத்தநாயக்கன்பாளையம், சேலம்.	[422, 366, 761, 408]
branch-heading: மாரியம்மன் நகர் கிளை	[526, 1200, 657, 1215]
entry-paragraph	[784, 121, 1123, 167]
entry-text: செ.கார்த்திக்ராஜா, 92, பழைய குடியிருப்பு, மேட்டுடையார்பாளையம், பெத்தநாயக்கன்பாளையம், சேலம்.	[784, 420, 1123, 446]
entry-text: (1) சீ.பரத், 176, பிரதான சாலை, பெரியகிருஷ்ணாபுரம், பெத்தநாயக்கன்பாளையம், சேலம்.	[784, 237, 1123, 264]
role-label: துணை அமைப்பாளர்கள் :	[1146, 719, 1279, 731]
role-label: துணை அமைப்பாளர்கள் :	[59, 1289, 189, 1301]
entry-paragraph	[1146, 1773, 1485, 1803]
role-label: அமைப்பாளர் :	[1146, 293, 1218, 304]
entry-paragraph	[784, 1172, 1123, 1247]
entry-paragraph	[59, 1432, 399, 1478]
entry-text: ரா.வினோத், 299, ராஜவீதி, பெரியகிருஷ்ணா புரம், பெத்தநாயக்கன்பாளையம், சேலம்.	[422, 1223, 761, 1250]
entry-paragraph	[422, 608, 761, 669]
